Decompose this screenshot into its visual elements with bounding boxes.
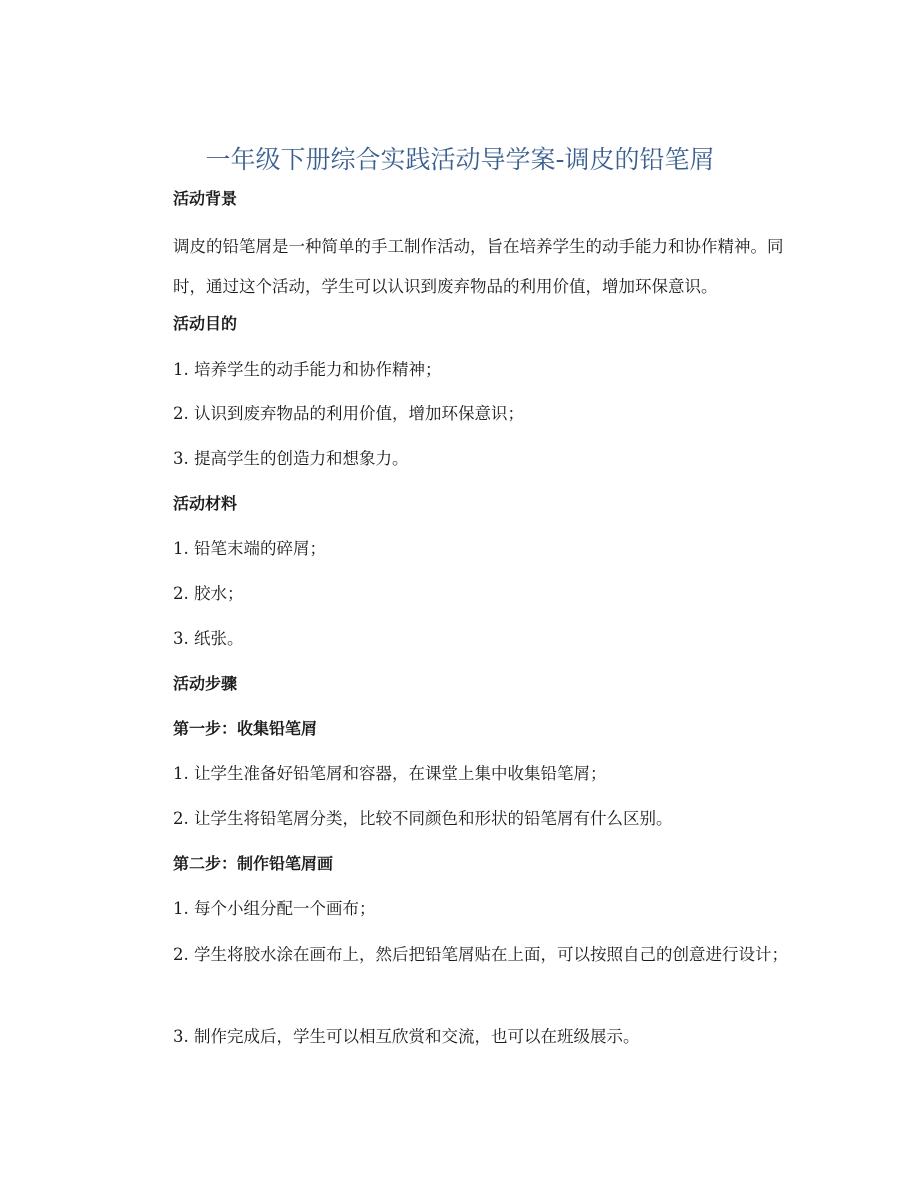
section-heading-materials: 活动材料 bbox=[173, 494, 238, 513]
section-heading-purpose: 活动目的 bbox=[173, 314, 238, 333]
material-item: 3. 纸张。 bbox=[173, 629, 244, 648]
step-item: 1. 每个小组分配一个画布； bbox=[173, 899, 376, 918]
section-heading-background: 活动背景 bbox=[173, 189, 238, 208]
step-item: 1. 让学生准备好铅笔屑和容器，在课堂上集中收集铅笔屑； bbox=[173, 764, 607, 783]
step-heading: 第二步：制作铅笔屑画 bbox=[173, 854, 334, 873]
step-item: 3. 制作完成后，学生可以相互欣赏和交流，也可以在班级展示。 bbox=[173, 1027, 640, 1046]
material-item: 2. 胶水； bbox=[173, 584, 244, 603]
section-heading-steps: 活动步骤 bbox=[173, 674, 238, 693]
step-item: 2. 让学生将铅笔屑分类，比较不同颜色和形状的铅笔屑有什么区别。 bbox=[173, 809, 673, 828]
material-item: 1. 铅笔末端的碎屑； bbox=[173, 539, 326, 558]
purpose-item: 2. 认识到废弃物品的利用价值，增加环保意识； bbox=[173, 404, 524, 423]
purpose-item: 1. 培养学生的动手能力和协作精神； bbox=[173, 360, 442, 379]
step-item: 2. 学生将胶水涂在画布上，然后把铅笔屑贴在上面，可以按照自己的创意进行设计； bbox=[173, 945, 788, 964]
background-paragraph: 调皮的铅笔屑是一种简单的手工制作活动，旨在培养学生的动手能力和协作精神。同时，通过这个活动，学生可以认识到废弃物品的利用价值，增加环保意识。 bbox=[173, 237, 784, 296]
document-title: 一年级下册综合实践活动导学案-调皮的铅笔屑 bbox=[205, 145, 715, 174]
step-heading: 第一步：收集铅笔屑 bbox=[173, 719, 318, 738]
purpose-item: 3. 提高学生的创造力和想象力。 bbox=[173, 449, 409, 468]
